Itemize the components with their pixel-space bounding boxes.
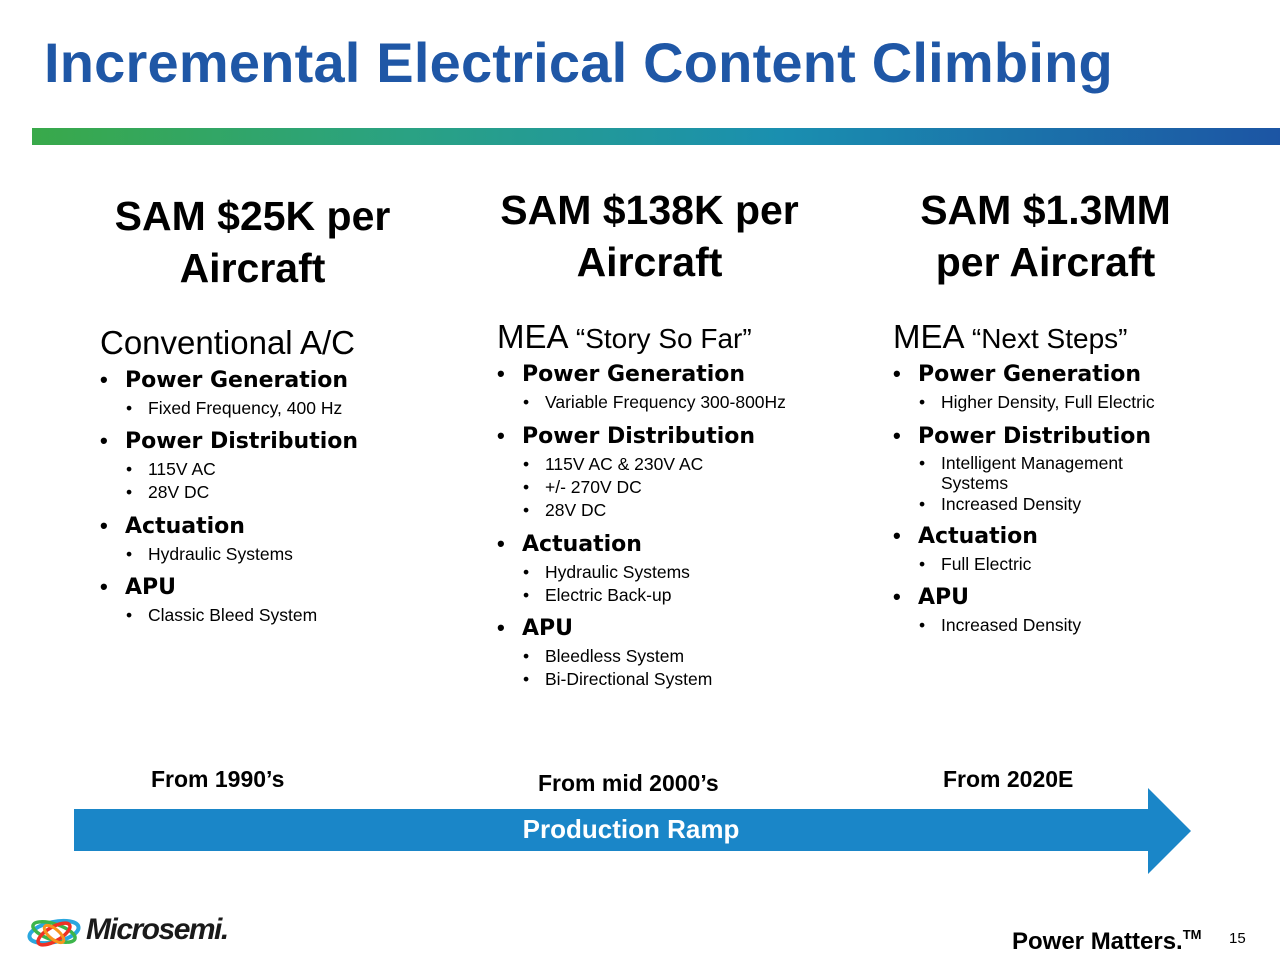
power-generation-list <box>497 391 867 414</box>
section-actuation: • Actuation <box>893 524 1263 549</box>
list-item: • Bi-Directional System <box>497 668 867 691</box>
actuation-list <box>893 553 1263 576</box>
list-item: • Bleedless System <box>497 645 867 668</box>
section-power-generation: • Power Generation <box>100 368 470 393</box>
production-ramp-label: Production Ramp <box>522 814 740 844</box>
era-subtitle: “Next Steps” <box>971 323 1128 354</box>
section-power-distribution: • Power Distribution <box>893 424 1263 449</box>
section-power-distribution: • Power Distribution <box>100 429 470 454</box>
section-apu: • APU <box>893 585 1263 610</box>
list-item: • Hydraulic Systems <box>100 543 470 566</box>
trademark-symbol: TM <box>1182 927 1202 942</box>
sam-heading <box>497 184 802 288</box>
apu-list <box>100 604 470 627</box>
title-gradient-bar <box>32 128 1280 145</box>
actuation-list <box>100 543 470 566</box>
sam-heading-line2: Aircraft <box>576 239 723 285</box>
list-item: • 28V DC <box>100 481 470 504</box>
list-item: • Variable Frequency 300-800Hz <box>497 391 867 414</box>
era-main: MEA <box>893 318 963 355</box>
sam-heading <box>893 184 1198 288</box>
sam-heading-line1: SAM $138K per <box>500 187 799 233</box>
power-distribution-list <box>893 453 1263 516</box>
list-item: • Higher Density, Full Electric <box>893 391 1263 414</box>
sam-heading <box>100 190 405 294</box>
sam-heading-line1: SAM $25K per <box>114 193 391 239</box>
era-heading <box>893 318 1263 356</box>
tagline-text: Power Matters. <box>1012 928 1183 955</box>
microsemi-logo-text: Microsemi. <box>86 913 228 946</box>
section-actuation: • Actuation <box>497 532 867 557</box>
list-item: • 115V AC & 230V AC <box>497 453 867 476</box>
actuation-list <box>497 561 867 607</box>
section-apu: • APU <box>497 616 867 641</box>
timeline-label-mid-2000s: From mid 2000’s <box>538 770 719 796</box>
list-item: • 28V DC <box>497 499 867 522</box>
list-item: • Full Electric <box>893 553 1263 576</box>
list-item: • Electric Back-up <box>497 584 867 607</box>
power-distribution-list <box>497 453 867 522</box>
list-item: • Increased Density <box>893 614 1263 637</box>
page-number: 15 <box>1229 930 1246 947</box>
power-distribution-list <box>100 458 470 504</box>
column-mea-next-steps <box>893 187 1263 637</box>
section-power-generation: • Power Generation <box>497 362 867 387</box>
section-power-distribution: • Power Distribution <box>497 424 867 449</box>
section-actuation: • Actuation <box>100 514 470 539</box>
power-generation-list <box>893 391 1263 414</box>
section-apu: • APU <box>100 575 470 600</box>
apu-list <box>497 645 867 691</box>
list-item: • Intelligent Management Systems <box>893 453 1151 493</box>
era-main: MEA <box>497 318 567 355</box>
list-item: • Classic Bleed System <box>100 604 470 627</box>
sam-heading-line2: per Aircraft <box>935 239 1156 285</box>
timeline-label-1990s: From 1990’s <box>151 766 285 792</box>
era-subtitle: “Story So Far” <box>575 323 752 354</box>
era-main: Conventional A/C <box>100 324 355 361</box>
tagline <box>1012 927 1202 956</box>
list-item: • Hydraulic Systems <box>497 561 867 584</box>
section-power-generation: • Power Generation <box>893 362 1263 387</box>
column-mea-story-so-far <box>497 187 867 691</box>
list-item: • Increased Density <box>893 493 1263 516</box>
sam-heading-line2: Aircraft <box>179 245 326 291</box>
timeline-label-2020e: From 2020E <box>943 766 1074 792</box>
list-item: • +/- 270V DC <box>497 476 867 499</box>
list-item: • 115V AC <box>100 458 470 481</box>
slide-title: Incremental Electrical Content Climbing <box>44 31 1113 94</box>
apu-list <box>893 614 1263 637</box>
column-conventional <box>100 190 470 627</box>
power-generation-list <box>100 397 470 420</box>
sam-heading-line1: SAM $1.3MM <box>920 187 1171 233</box>
era-heading <box>100 324 470 362</box>
list-item: • Fixed Frequency, 400 Hz <box>100 397 470 420</box>
era-heading <box>497 318 867 356</box>
